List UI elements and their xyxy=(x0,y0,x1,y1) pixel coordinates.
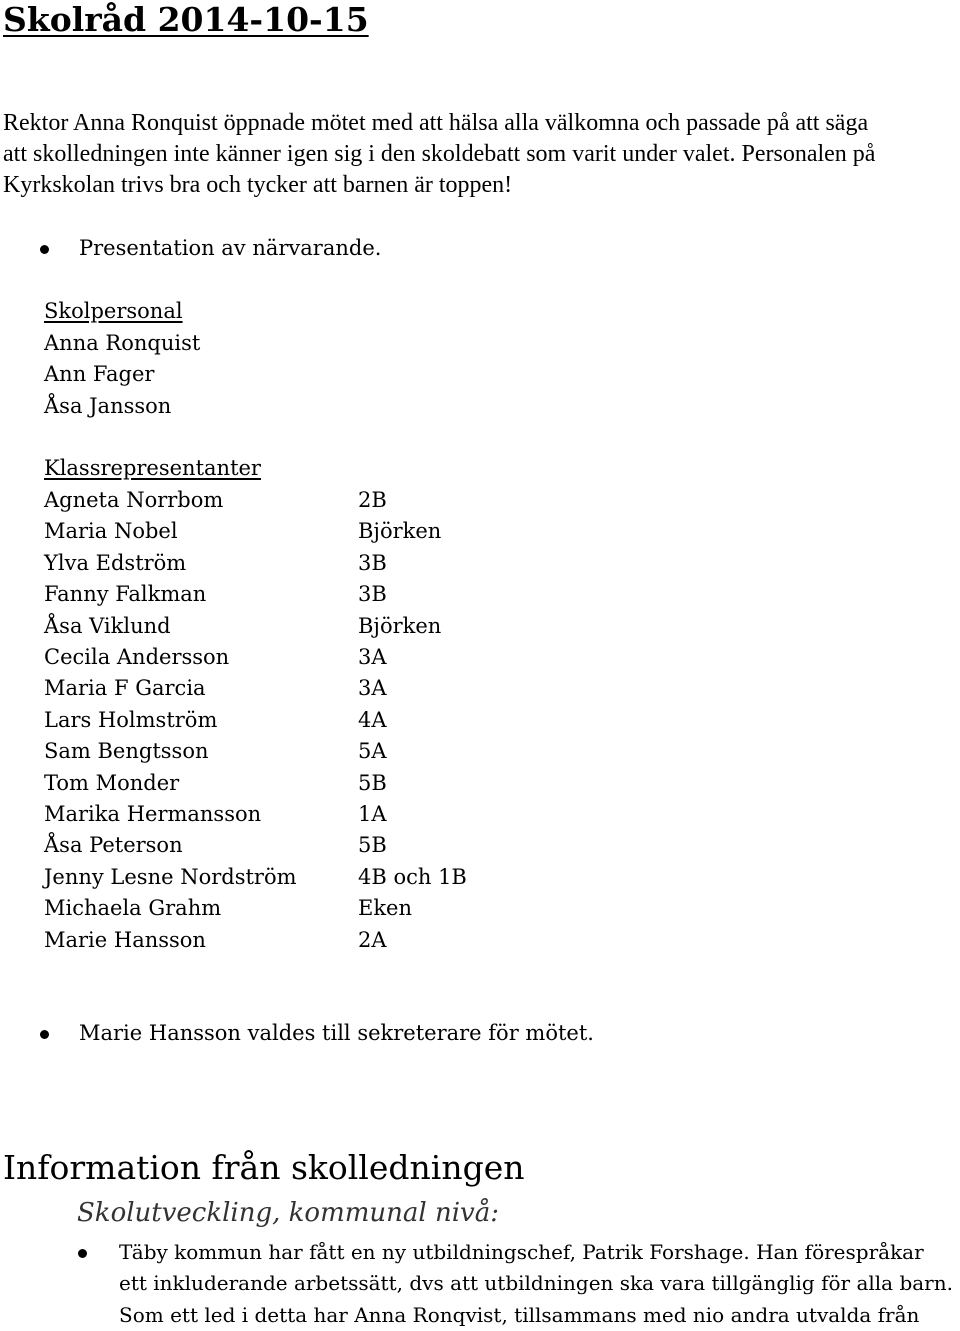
rep-name: Ylva Edström xyxy=(44,550,187,575)
section-heading: Information från skolledningen xyxy=(3,1148,525,1187)
staff-name: Ann Fager xyxy=(44,362,155,387)
rep-name: Jenny Lesne Nordström xyxy=(44,864,297,889)
rep-class: Eken xyxy=(358,896,413,921)
rep-class: 3A xyxy=(358,676,387,701)
rep-name: Fanny Falkman xyxy=(44,582,207,607)
table-row xyxy=(44,485,467,516)
rep-name: Åsa Viklund xyxy=(44,613,171,638)
rep-class: 2B xyxy=(358,488,387,512)
info-line: ett inkluderande arbetssätt, dvs att utbildningen ska vara tillgänglig för alla barn. xyxy=(119,1271,953,1296)
rep-name: Tom Monder xyxy=(44,770,180,795)
staff-list xyxy=(44,328,200,422)
rep-name: Åsa Peterson xyxy=(44,833,183,858)
staff-name: Anna Ronquist xyxy=(44,331,201,355)
intro-line: Kyrkskolan trivs bra och tycker att barnen är toppen! xyxy=(3,172,513,198)
subsection-heading: Skolutveckling, kommunal nivå: xyxy=(77,1198,499,1228)
bullet-dot-icon xyxy=(78,1249,87,1258)
staff-label: Skolpersonal xyxy=(44,299,183,323)
bullet-dot-icon xyxy=(40,1030,49,1039)
table-row xyxy=(44,673,467,704)
table-row xyxy=(44,579,467,610)
rep-class: Björken xyxy=(358,519,442,544)
rep-name: Agneta Norrbom xyxy=(44,488,224,512)
rep-class: 5B xyxy=(358,770,387,795)
rep-class: 3B xyxy=(358,582,387,607)
table-row xyxy=(44,893,467,924)
rep-class: 1A xyxy=(358,802,387,827)
table-row xyxy=(44,611,467,642)
representatives-label: Klassrepresentanter xyxy=(44,456,261,480)
rep-name: Cecila Andersson xyxy=(44,645,230,670)
info-line: Täby kommun har fått en ny utbildningschef, Patrik Forshage. Han förespråkar xyxy=(119,1240,924,1264)
rep-name: Lars Holmström xyxy=(44,707,218,732)
bullet-secretary-text: Marie Hansson valdes till sekreterare för mötet. xyxy=(79,1021,594,1045)
table-row xyxy=(44,830,467,861)
rep-class: 4A xyxy=(358,707,387,732)
intro-line: Rektor Anna Ronquist öppnade mötet med att hälsa alla välkomna och passade på att säga xyxy=(3,110,869,136)
rep-class: 4B och 1B xyxy=(358,864,467,889)
table-row xyxy=(44,736,467,767)
representatives-table xyxy=(44,485,467,956)
table-row xyxy=(44,862,467,893)
table-row xyxy=(44,642,467,673)
rep-name: Marie Hansson xyxy=(44,927,206,952)
rep-name: Maria Nobel xyxy=(44,519,178,544)
intro-paragraph xyxy=(3,108,953,201)
rep-name: Maria F Garcia xyxy=(44,676,206,701)
table-row xyxy=(44,705,467,736)
bullet-presentation-text: Presentation av närvarande. xyxy=(79,236,382,260)
rep-name: Marika Hermansson xyxy=(44,802,262,827)
rep-name: Michaela Grahm xyxy=(44,896,222,921)
table-row xyxy=(44,799,467,830)
rep-class: 5A xyxy=(358,739,387,764)
bullet-dot-icon xyxy=(40,245,49,254)
rep-class: 3A xyxy=(358,645,387,670)
table-row xyxy=(44,768,467,799)
intro-line: att skolledningen inte känner igen sig i den skoldebatt som varit under valet. Personalen på xyxy=(3,141,876,167)
rep-class: 3B xyxy=(358,550,387,575)
table-row xyxy=(44,548,467,579)
document-title: Skolråd 2014-10-15 xyxy=(3,0,369,39)
rep-class: 5B xyxy=(358,833,387,858)
rep-name: Sam Bengtsson xyxy=(44,739,209,764)
rep-class: Björken xyxy=(358,613,442,638)
info-bullet-text xyxy=(119,1237,953,1331)
info-line: Som ett led i detta har Anna Ronqvist, tillsammans med nio andra utvalda från xyxy=(119,1302,920,1327)
table-row xyxy=(44,925,467,956)
rep-class: 2A xyxy=(358,927,387,952)
table-row xyxy=(44,516,467,547)
staff-name: Åsa Jansson xyxy=(44,393,172,418)
